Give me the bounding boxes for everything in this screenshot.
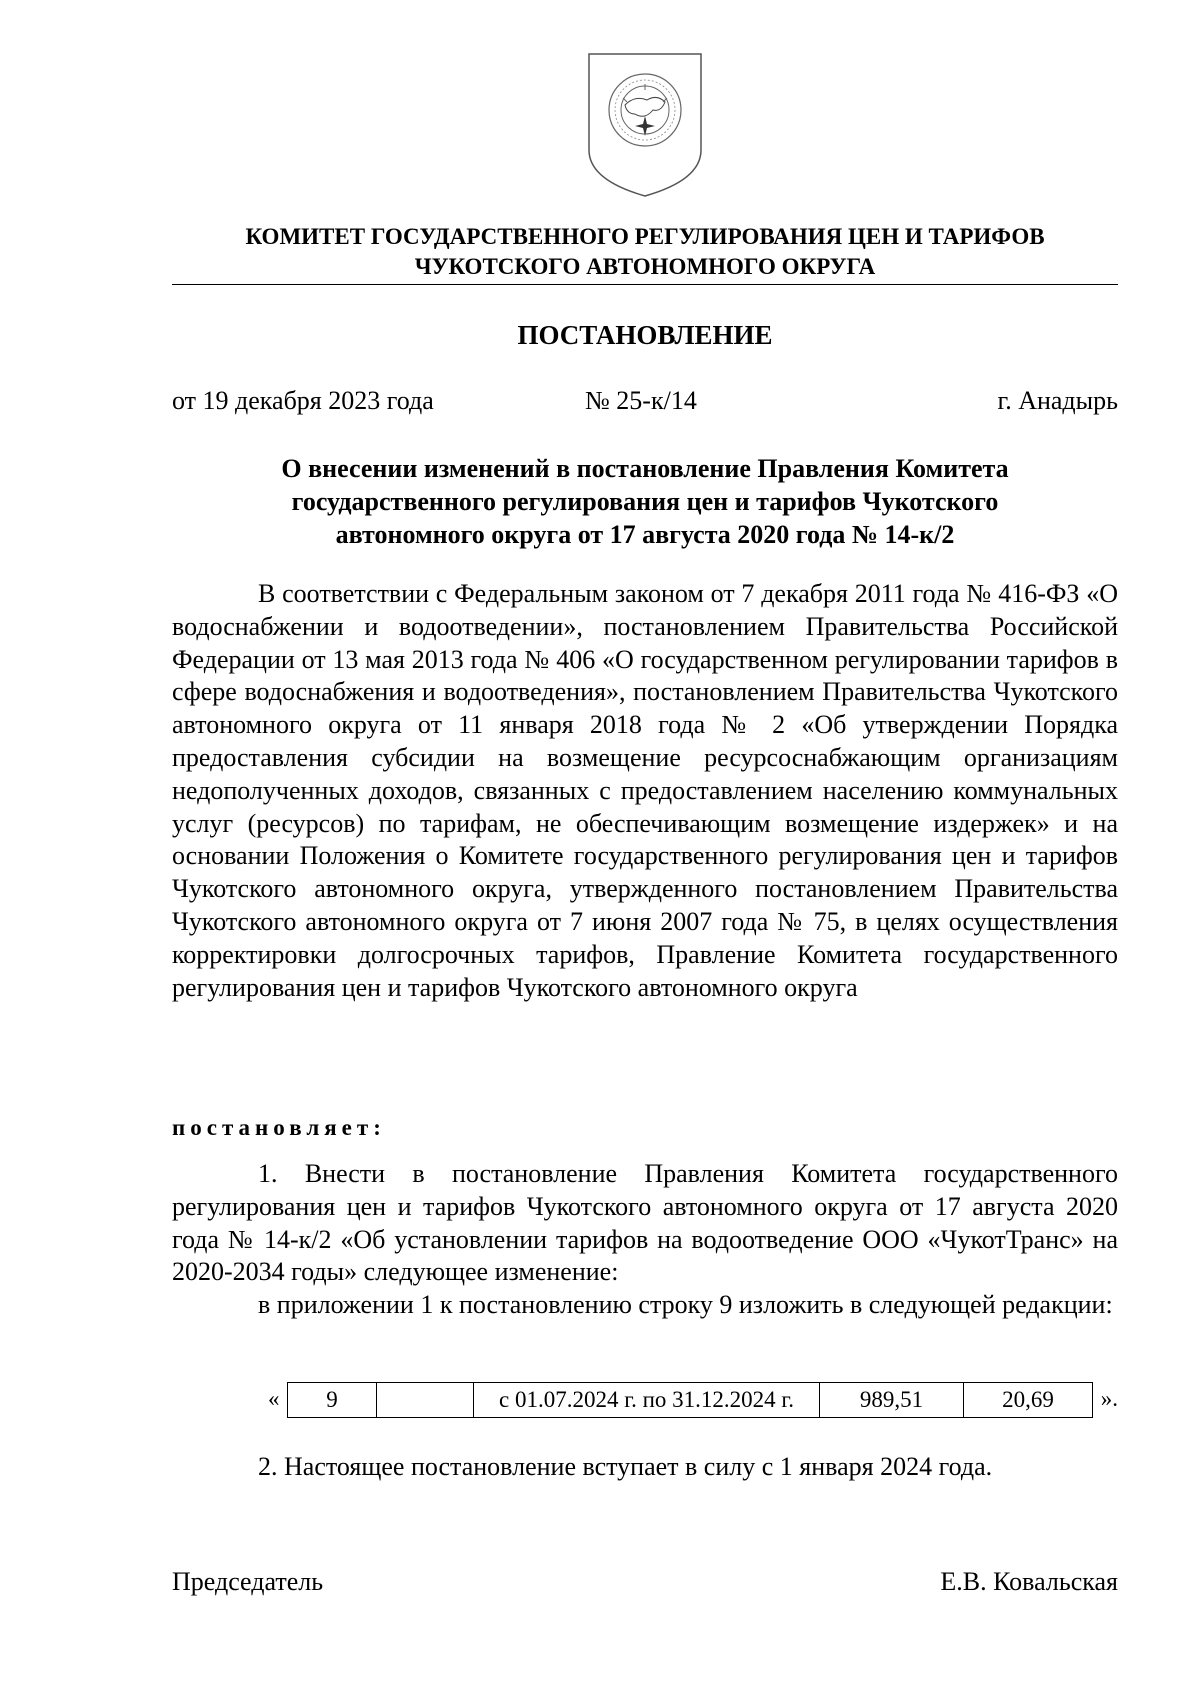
resolves-heading: постановляет: (172, 1115, 386, 1140)
cell-percent-value: 20,69 (1002, 1387, 1054, 1412)
preamble-text: В соответствии с Федеральным законом от 7 декабря 2011 года № 416-ФЗ «О водоснабжении и водоотведении», постановлением Правительства Российской Федерации от 13 мая 2013 года № 406 «О государственном регулировании тарифов в сфере водоснабжения и водоотведения», постановлением Правительства Чукотского автономного округа от 11 января 2018 года № 2 «Об утверждении Порядка предоставления субсидии на возмещение ресурсоснабжающим организациям недополученных доходов, связанных с предоставлением населению коммунальных услуг (ресурсов) по тарифам, не обеспечивающим возмещение издержек» и на основании Положения о Комитете государственного регулирования цен и тарифов Чукотского автономного округа, утвержденного постановлением Правительства Чукотского автономного округа от 7 июня 2007 года № 75, в целях осуществления корректировки долгосрочных тарифов, Правление Комитета государственного регулирования цен и тарифов Чукотского автономного округа (172, 579, 1118, 1002)
quote-close: ». (1100, 1386, 1118, 1411)
item-1 (172, 1158, 1118, 1322)
document-city: г. Анадырь (997, 386, 1118, 415)
signatory-position: Председатель (172, 1567, 324, 1596)
amended-table-row (172, 1382, 1118, 1418)
title-line-2: государственного регулирования цен и тарифов Чукотского (291, 487, 999, 516)
preamble (172, 578, 1118, 1004)
cell-tariff-value: 989,51 (820, 1383, 964, 1417)
header-divider (172, 284, 1118, 285)
cell-empty (377, 1383, 474, 1417)
committee-line-2: ЧУКОТСКОГО АВТОНОМНОГО ОКРУГА (414, 254, 876, 279)
cell-row-number: 9 (288, 1383, 377, 1417)
document-title (172, 452, 1118, 551)
quote-open: « (268, 1386, 280, 1411)
committee-line-1: КОМИТЕТ ГОСУДАРСТВЕННОГО РЕГУЛИРОВАНИЯ ЦЕН И ТАРИФОВ (245, 224, 1045, 249)
item-1-text: 1. Внести в постановление Правления Комитета государственного регулирования цен и тарифов Чукотского автономного округа от 17 августа 2020 года № 14-к/2 «Об установлении тарифов на водоотведение ООО «ЧукотТранс» на 2020-2034 годы» следующее изменение: (172, 1159, 1118, 1287)
cell-period: с 01.07.2024 г. по 31.12.2024 г. (474, 1383, 820, 1417)
committee-name (172, 222, 1118, 282)
item-1-detail: в приложении 1 к постановлению строку 9 изложить в следующей редакции: (258, 1290, 1113, 1320)
title-line-1: О внесении изменений в постановление Правления Комитета (281, 454, 1009, 483)
signatory-name: Е.В. Ковальская (940, 1567, 1118, 1596)
document-date: от 19 декабря 2023 года (172, 386, 434, 415)
document-number: № 25-к/14 (585, 386, 697, 415)
table-row-cells (287, 1382, 1093, 1418)
item-2 (172, 1451, 1118, 1484)
chukotka-coat-of-arms-icon (585, 50, 705, 200)
item-2-text: 2. Настоящее постановление вступает в силу с 1 января 2024 года. (258, 1452, 993, 1481)
title-line-3: автономного округа от 17 августа 2020 года № 14-к/2 (335, 520, 955, 549)
document-type: ПОСТАНОВЛЕНИЕ (517, 320, 773, 350)
